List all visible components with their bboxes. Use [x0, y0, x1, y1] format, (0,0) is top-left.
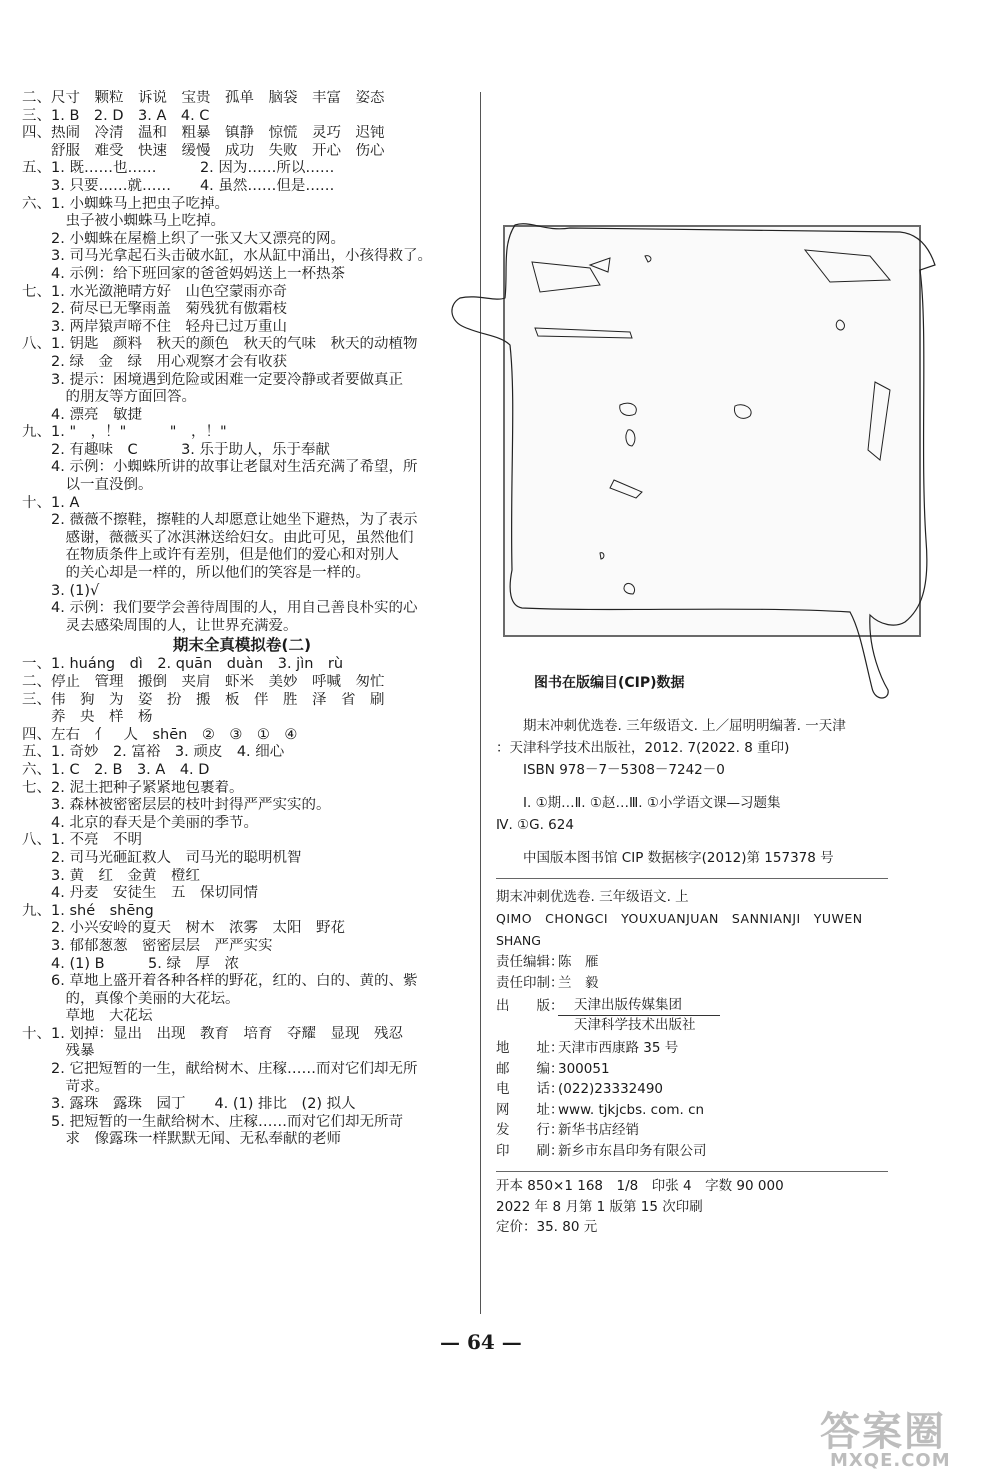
answer-line: 六、1. 小蜘蛛马上把虫子吃掉。 — [22, 195, 229, 212]
credit-website: 网 址： www. tjkjcbs. com. cn — [496, 1101, 705, 1118]
answer-line: 灵去感染周围的人，让世界充满爱。 — [22, 617, 298, 634]
answer-line: 4. 示例：小蜘蛛所讲的故事让老鼠对生活充满了希望，所 — [22, 459, 418, 476]
watermark-url: MXQE.COM — [830, 1450, 951, 1471]
answer-line: 的朋友等方面回答。 — [22, 389, 196, 406]
answer-line: 六、1. C 2. B 3. A 4. D — [22, 761, 210, 778]
credit-postcode: 邮 编： 300051 — [496, 1060, 610, 1077]
book-title: 期末冲刺优选卷. 三年级语文. 上 — [496, 889, 689, 905]
answer-line: 二、停止 管理 搬倒 夹肩 虾米 美妙 呼喊 匆忙 — [22, 674, 385, 690]
credit-address: 地 址： 天津市西康路 35 号 — [496, 1040, 679, 1056]
answer-line: 苛求。 — [22, 1078, 109, 1095]
answer-line: 的关心却是一样的，所以他们的笑容是一样的。 — [22, 565, 370, 582]
answer-line: 八、1. 不亮 不明 — [22, 832, 142, 849]
answer-line: 2. 小蜘蛛在屋檐上织了一张又大又漂亮的网。 — [22, 230, 345, 247]
cip-number: 中国版本图书馆 CIP 数据核字(2012)第 157378 号 — [496, 850, 834, 866]
book-title-pinyin: QIMO CHONGCI YOUXUANJUAN SANNIANJI YUWEN — [496, 911, 863, 926]
answer-line: 一、1. huáng dì 2. quān duàn 3. jìn rù — [22, 656, 344, 673]
credit-printer: 印 刷： 新乡市东昌印务有限公司 — [496, 1142, 707, 1159]
answer-line: 七、1. 水光潋滟晴方好 山色空蒙雨亦奇 — [22, 283, 287, 300]
answer-line: 2. 薇薇不擦鞋，擦鞋的人却愿意让她坐下避热，为了表示 — [22, 512, 418, 529]
answer-line: 三、伟 狗 为 姿 扮 搬 板 伴 胜 泽 省 刷 — [22, 691, 385, 708]
answer-line: 九、1. " ，！" " ，！" — [22, 424, 227, 441]
answer-line: 养 央 样 杨 — [22, 709, 153, 726]
classification-line: Ⅳ. ①G. 624 — [496, 817, 574, 833]
answer-line: 草地 大花坛 — [22, 1008, 153, 1025]
answer-line: 虫子被小蜘蛛马上吃掉。 — [22, 213, 225, 230]
answer-line: 3. (1)√ — [22, 582, 100, 599]
answer-line: 求 像露珠一样默默无闻、无私奉献的老师 — [22, 1131, 341, 1148]
answer-line: 3. 森林被密密层层的枝叶封得严严实实的。 — [22, 797, 331, 814]
answer-line: 4. (1) B 5. 绿 厚 浓 — [22, 955, 239, 972]
cip-heading: 图书在版编目(CIP)数据 — [534, 675, 685, 691]
answer-line: 4. 漂亮 敏捷 — [22, 406, 142, 423]
answer-line: 四、左右 亻 人 shēn ② ③ ① ④ — [22, 726, 298, 743]
credit-distributor: 发 行： 新华书店经销 — [496, 1122, 639, 1138]
answer-line: 3. 郁郁葱葱 密密层层 严严实实 — [22, 937, 273, 954]
spec-edition: 2022 年 8 月第 1 版第 15 次印刷 — [496, 1198, 703, 1215]
answer-line: 3. 只要……就…… 4. 虽然……但是…… — [22, 177, 335, 194]
answer-line: 舒服 难受 快速 缓慢 成功 失败 开心 伤心 — [22, 142, 385, 159]
answer-line: 6. 草地上盛开着各种各样的野花，红的、白的、黄的、紫 — [22, 973, 418, 990]
answer-line: 3. 露珠 露珠 园丁 4. (1) 排比 (2) 拟人 — [22, 1096, 356, 1113]
answer-line: 3. 提示：困境遇到危险或困难一定要冷静或者要做真正 — [22, 371, 403, 388]
answer-line: 三、1. B 2. D 3. A 4. C — [22, 107, 210, 124]
book-title-pinyin: SHANG — [496, 933, 541, 948]
answer-line: 五、1. 既……也…… 2. 因为……所以…… — [22, 160, 335, 177]
credit-print-manager: 责任印制： 兰 毅 — [496, 974, 599, 991]
answer-line: 2. 荷尽已无擎雨盖 菊残犹有傲霜枝 — [22, 301, 287, 318]
answer-lines-part-1 — [22, 90, 462, 635]
answer-line: 残暴 — [22, 1043, 95, 1060]
answer-line: 的，真像个美丽的大花坛。 — [22, 990, 240, 1007]
answer-line: 2. 司马光砸缸救人 司马光的聪明机智 — [22, 849, 302, 866]
cip-line: ：天津科学技术出版社，2012. 7(2022. 8 重印) — [496, 740, 790, 756]
answer-line: 2. 它把短暂的一生，献给树木、庄稼……而对它们却无所 — [22, 1061, 418, 1078]
watermark-logo-text: 答案圈 — [820, 1409, 946, 1455]
cip-line: ISBN 978－7－5308－7242－0 — [496, 762, 725, 778]
cover-outline-drawing — [450, 210, 950, 710]
answer-line: 在物质条件上或许有差别，但是他们的爱心和对别人 — [22, 547, 399, 564]
answer-line: 3. 两岸猿声啼不住 轻舟已过万重山 — [22, 318, 287, 335]
answer-line: 十、1. A — [22, 494, 80, 511]
classification-line: Ⅰ. ①期…Ⅱ. ①赵…Ⅲ. ①小学语文课—习题集 — [496, 795, 781, 811]
answer-line: 四、热闹 冷清 温和 粗暴 镇静 惊慌 灵巧 迟钝 — [22, 125, 385, 142]
separator-line — [496, 1171, 888, 1172]
answer-line: 4. 丹麦 安徒生 五 保切同情 — [22, 885, 258, 902]
answer-line: 5. 把短暂的一生献给树木、庄稼……而对它们却无所苛 — [22, 1113, 403, 1130]
copyright-column — [496, 715, 936, 1238]
credit-phone: 电 话： (022)23332490 — [496, 1081, 664, 1097]
cip-line: 期末冲刺优选卷. 三年级语文. 上／屈明明编著. 一天津 — [496, 718, 846, 734]
spec-format: 开本 850×1 168 1/8 印张 4 字数 90 000 — [496, 1178, 784, 1194]
publisher-box: 天津出版传媒集团 天津科学技术出版社 — [558, 996, 720, 1035]
spec-block — [496, 1171, 888, 1238]
answer-key-column — [22, 90, 462, 1149]
separator-line — [496, 878, 888, 879]
credits-block — [496, 952, 936, 1161]
answer-line: 以一直没倒。 — [22, 477, 153, 494]
answer-line: 七、2. 泥土把种子紧紧地包裹着。 — [22, 779, 244, 796]
answer-line: 4. 北京的春天是个美丽的季节。 — [22, 814, 258, 831]
credit-editor: 责任编辑： 陈 雁 — [496, 954, 599, 970]
answer-lines-part-2 — [22, 656, 462, 1149]
spec-price: 定价：35. 80 元 — [496, 1219, 598, 1235]
answer-line: 4. 示例：给下班回家的爸爸妈妈送上一杯热茶 — [22, 265, 345, 282]
answer-line: 3. 黄 红 金黄 橙红 — [22, 867, 200, 884]
answer-line: 五、1. 奇妙 2. 富裕 3. 顽皮 4. 细心 — [22, 744, 285, 761]
section-title: 期末全真模拟卷(二) — [172, 636, 312, 655]
answer-line: 八、1. 钥匙 颜料 秋天的颜色 秋天的气味 秋天的动植物 — [22, 336, 418, 353]
answer-line: 十、1. 划掉：显出 出现 教育 培育 夺耀 显现 残忍 — [22, 1025, 403, 1042]
answer-line: 二、尺寸 颗粒 诉说 宝贵 孤单 脑袋 丰富 姿态 — [22, 90, 385, 106]
credit-publisher: 出 版： 天津出版传媒集团 天津科学技术出版社 — [496, 996, 936, 1035]
answer-line: 4. 示例：我们要学会善待周围的人，用自己善良朴实的心 — [22, 600, 418, 617]
answer-line: 感谢，薇薇买了冰淇淋送给妇女。由此可见，虽然他们 — [22, 529, 414, 546]
answer-line: 九、1. shé shēng — [22, 902, 154, 919]
page-number: — 64 — — [440, 1330, 522, 1354]
answer-line: 2. 小兴安岭的夏天 树木 浓雾 太阳 野花 — [22, 920, 345, 937]
answer-line: 2. 有趣味 C 3. 乐于助人，乐于奉献 — [22, 441, 331, 458]
answer-line: 3. 司马光拿起石头击破水缸，水从缸中涌出，小孩得救了。 — [22, 248, 432, 265]
answer-line: 2. 绿 金 绿 用心观察才会有收获 — [22, 353, 287, 370]
